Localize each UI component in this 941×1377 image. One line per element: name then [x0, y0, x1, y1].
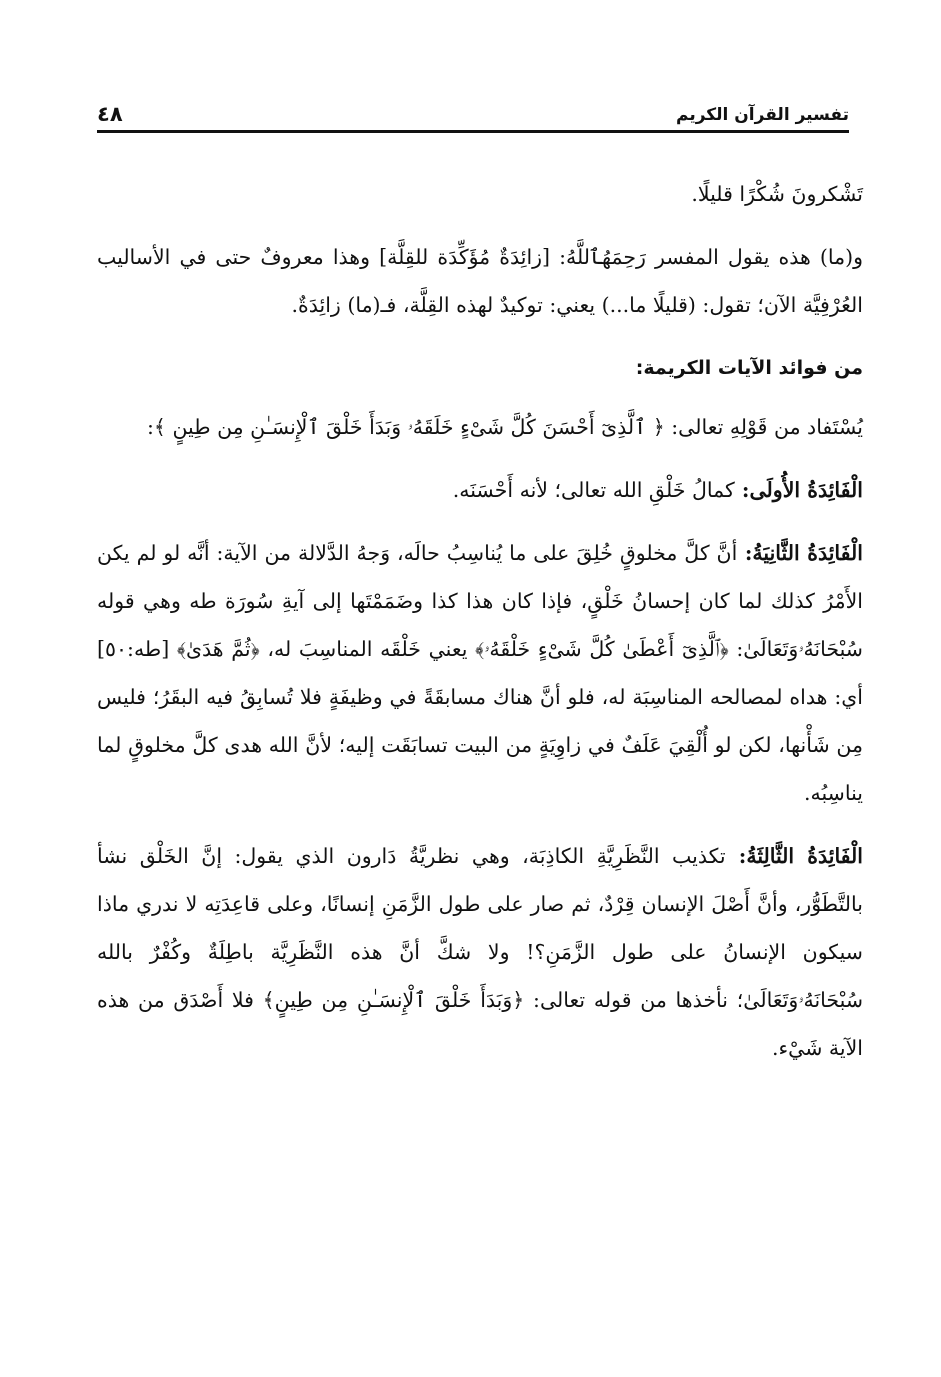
- quran-verse: ﴿ ٱلَّذِىٓ أَحْسَنَ كُلَّ شَىْءٍ خَلَقَهُۥ وَبَدَأَ خَلْقَ ٱلْإِنسَـٰنِ مِن طِينٍ ﴾: [153, 415, 665, 439]
- benefit-third-text-b: فلا أَصْدَق من هذه الآية شَيْء.: [97, 988, 863, 1060]
- benefit-second-text-c: أي: هداه لمصالحه المناسِبَة له، فلو أنَّ هناك مسابقَةً في وظيفَةٍ فلا تُسابِقُ فيه البقَرُ؛ فليس مِن شَأْنها، لكن لو أُلْقِيَ عَلَفٌ في زاوِيَةٍ من البيت تسابَقَت إليه؛ لأنَّ الله هدى كلَّ مخلوقٍ لما يناسِبُه.: [97, 685, 863, 805]
- quran-verse: ﴿وَبَدَأَ خَلْقَ ٱلْإِنسَـٰنِ مِن طِينٍ﴾: [262, 988, 525, 1012]
- running-title: تفسير القرآن الكريم: [675, 105, 849, 125]
- benefit-first: [97, 466, 863, 514]
- yustafad-intro-text: يُسْتَفاد من قَوْلِهِ تعالى:: [664, 415, 863, 439]
- section-heading: من فوائد الآيات الكريمة:: [635, 357, 863, 379]
- quran-verse: ﴿ٱلَّذِىٓ أَعْطَىٰ كُلَّ شَىْءٍ خَلْقَهُۥ﴾: [475, 637, 729, 661]
- page-header: [97, 94, 849, 133]
- benefit-first-text: كمالُ خَلْقِ الله تعالى؛ لأنه أَحْسَنَه.: [452, 478, 735, 502]
- quran-verse: ﴿ثُمَّ هَدَىٰ﴾: [176, 637, 260, 661]
- benefit-first-label: الْفَائِدَةُ الأُولَى:: [734, 478, 863, 502]
- verse-reference: [طه:٥٠]: [97, 637, 177, 661]
- benefit-second-text-b: يعني خَلْقَه المناسِبَ له،: [259, 637, 476, 661]
- yustafad-colon: :: [147, 415, 154, 439]
- page-body: [97, 170, 863, 1087]
- paragraph-intro: تَشْكرونَ شُكْرًا قليلًا.: [691, 182, 863, 206]
- paragraph-yustafad: [97, 403, 863, 451]
- benefit-second: [97, 529, 863, 817]
- benefit-third-label: الْفَائِدَةُ الثَّالِثَةُ:: [725, 844, 863, 868]
- paragraph-ma-zaida: و(ما) هذه يقول المفسر رَحِمَهُٱللَّهُ: [زائِدَةٌ مُؤَكِّدَة للقِلَّة] وهذا معروفٌ حتى في الأساليب العُرْفِيَّة الآن؛ تقول: (قليلًا ما...) يعني: توكيدٌ لهذه القِلَّة، فـ(ما) زائِدَةٌ.: [97, 245, 863, 317]
- benefit-second-label: الْفَائِدَةُ الثَّانِيَةُ:: [737, 541, 863, 565]
- benefit-third-text-a: تكذيب النَّظَرِيَّةِ الكاذِبَة، وهي نظريَّةُ دَارون الذي يقول: إنَّ الخَلْق نشأ بالتَّطَوُّر، وأنَّ أَصْلَ الإنسان قِرْدٌ، ثم صار على طول الزَّمَنِ إنسانًا، وعلى قاعِدَتِه لا ندري ماذا سيكون الإنسانُ على طول الزَّمَنِ؟! ولا شكَّ أنَّ هذه النَّظَرِيَّة باطِلَةٌ وكُفْرٌ بالله سُبْحَانَهُۥوَتَعَالَىٰ؛ نأخذها من قوله تعالى:: [97, 844, 863, 1012]
- benefit-third: [97, 832, 863, 1072]
- benefit-second-text-a: أنَّ كلَّ مخلوقٍ خُلِقَ على ما يُناسِبُ حالَه، وَجهُ الدَّلالة من الآية: أنَّه لو لم يكن الأَمْرُ كذلك لما كان إحسانُ خَلْقٍ، فإذا كان هذا كذا وضَمَمْتَها إلى آيةِ سُورَة طه وهي قوله سُبْحَانَهُۥوَتَعَالَىٰ:: [97, 541, 863, 661]
- page-number: ٤٨: [97, 102, 123, 126]
